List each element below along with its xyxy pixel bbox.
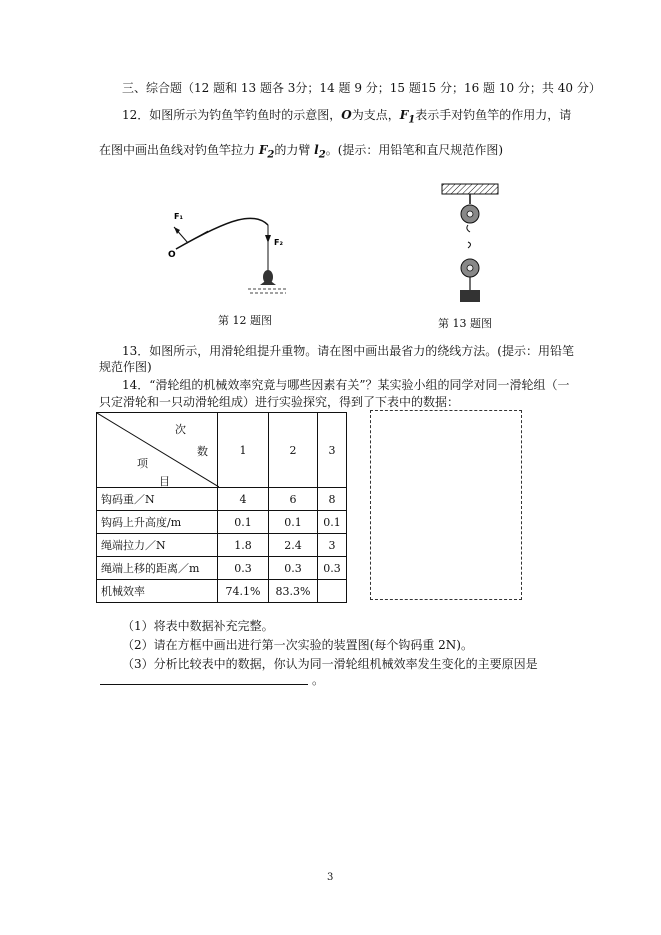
fish-tail (260, 279, 276, 285)
label-f1: F₁ (174, 212, 183, 221)
moving-pulley-axle (467, 265, 473, 271)
header-xiang: 项 (137, 457, 148, 470)
label-f2: F₂ (274, 238, 283, 247)
cell: 0.1 (269, 511, 318, 534)
q12-line2 (99, 142, 503, 163)
force-f1: F (399, 108, 409, 122)
q14-sub3: （3）分析比较表中的数据，你认为同一滑轮组机械效率发生变化的主要原因是 (122, 657, 538, 671)
moving-hook-top (468, 242, 471, 248)
table-row (97, 534, 347, 557)
q14-line2: 只定滑轮和一只动滑轮组成）进行实验探究，得到了下表中的数据： (99, 395, 460, 409)
q14-sub3-end: 。 (312, 673, 325, 687)
row-label: 绳端上移的距离／m (97, 557, 218, 580)
q14-line1: 14．“滑轮组的机械效率究竟与哪些因素有关”？某实验小组的同学对同一滑轮组（一 (122, 378, 570, 392)
fishing-rod-figure (168, 205, 298, 305)
table-row (97, 557, 347, 580)
q13-line2: 规范作图) (99, 360, 152, 374)
fig12-caption: 第 12 题图 (218, 314, 272, 327)
page-number: 3 (327, 872, 334, 883)
ceiling (442, 184, 498, 194)
pivot-o: O (341, 108, 352, 122)
cell: 0.3 (318, 557, 347, 580)
cell: 2.4 (269, 534, 318, 557)
label-o: O (168, 250, 176, 260)
q13-line1: 13．如图所示，用滑轮组提升重物。请在图中画出最省力的绕线方法。(提示：用铅笔 (122, 344, 574, 358)
arm-l2-sub: 2 (318, 149, 326, 161)
section-title: 三、综合题（12 题和 13 题各 3分；14 题 9 分；15 题15 分；16 题 10 分；共 40 分） (122, 81, 601, 95)
header-shu: 数 (197, 445, 208, 458)
cell: 0.1 (218, 511, 269, 534)
cell: 83.3% (269, 580, 318, 603)
cell: 0.3 (218, 557, 269, 580)
q12-line1-pre: 12．如图所示为钓鱼竿钓鱼时的示意图， (122, 108, 342, 122)
cell: 6 (269, 488, 318, 511)
q12-line1 (122, 107, 571, 128)
row-label: 机械效率 (97, 580, 218, 603)
force-f1-sub: 1 (408, 114, 416, 126)
answer-blank-cell[interactable] (318, 580, 347, 603)
weight-block (460, 290, 480, 302)
row-label: 钩码上升高度/m (97, 511, 218, 534)
pulley-figure (440, 182, 500, 312)
f2-arrowhead (265, 235, 271, 243)
cell: 8 (318, 488, 347, 511)
cell: 0.3 (269, 557, 318, 580)
col-header-1: 1 (218, 413, 269, 488)
q14-sub2: （2）请在方框中画出进行第一次实验的装置图(每个钩码重 2N)。 (122, 638, 473, 652)
cell: 3 (318, 534, 347, 557)
cell: 1.8 (218, 534, 269, 557)
experiment-table (96, 412, 347, 603)
answer-line[interactable] (100, 684, 308, 685)
cell: 74.1% (218, 580, 269, 603)
q14-sub1: （1）将表中数据补充完整。 (122, 619, 274, 633)
col-header-2: 2 (269, 413, 318, 488)
header-ci: 次 (175, 423, 186, 436)
fig13-caption: 第 13 题图 (438, 317, 492, 330)
q12-line1-mid: 为支点， (351, 108, 400, 122)
col-header-3: 3 (318, 413, 347, 488)
header-mu: 目 (159, 475, 170, 488)
q12-line1-post: 表示手对钓鱼竿的作用力，请 (415, 108, 572, 122)
rod-handle (176, 231, 208, 249)
table-header-row (97, 413, 347, 488)
row-label: 钩码重／N (97, 488, 218, 511)
table-row (97, 511, 347, 534)
drawing-box[interactable] (370, 410, 522, 600)
q12-line2-pre: 在图中画出鱼线对钓鱼竿拉力 (99, 143, 259, 157)
cell: 4 (218, 488, 269, 511)
table-row (97, 488, 347, 511)
row-label: 绳端拉力／N (97, 534, 218, 557)
fixed-pulley-axle (467, 211, 473, 217)
rod-curve (176, 218, 268, 249)
arm-l2: l (314, 143, 319, 157)
force-f2: F (258, 143, 268, 157)
force-f2-sub: 2 (267, 149, 275, 161)
cell: 0.1 (318, 511, 347, 534)
table-corner-cell (97, 413, 218, 488)
fixed-hook-bottom (467, 225, 470, 232)
q12-line2-post: 。(提示：用铅笔和直尺规范作图) (325, 143, 504, 157)
table-row (97, 580, 347, 603)
q12-line2-mid: 的力臂 (274, 143, 315, 157)
